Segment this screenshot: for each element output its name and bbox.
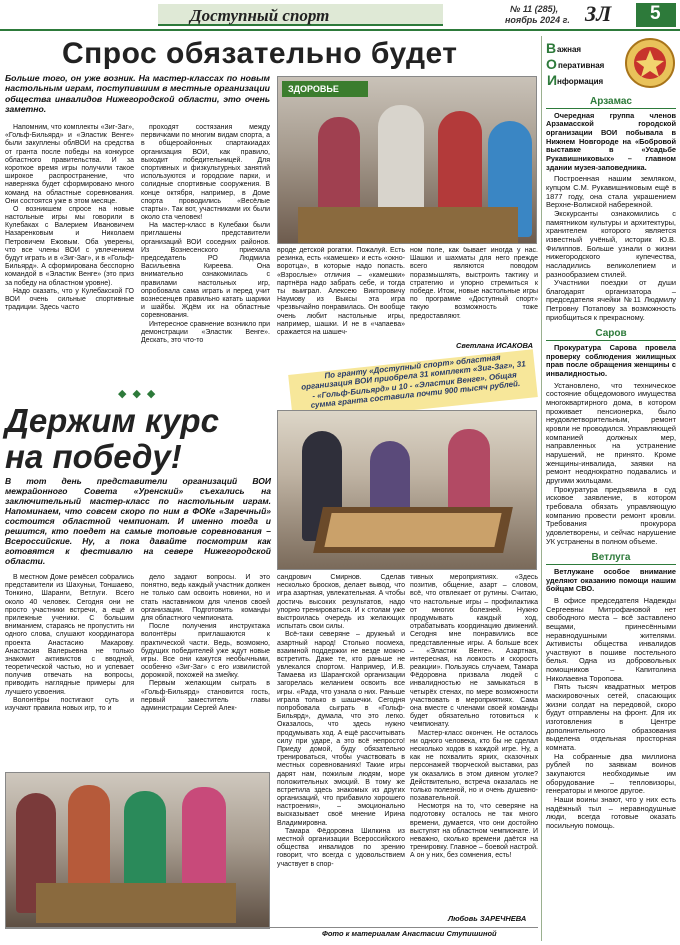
header-logo: ЗЛ — [585, 1, 612, 26]
text-paragraph: О возникшем спросе на новые настольные игры мы говорили в Кулебаках с Валерием Ивановичем Назаренковым и Николаем Петровичем Ежовым. Оба уверены, что все члены ВОИ с увлечением будут играть и в «Зиг-Заг», и в «Гольф-Бильярд». А сформирована бесспорно командой в «Эластик Венге» (это приз за победу на областном уровне). — [5, 205, 134, 287]
text-paragraph: Мастер-класс окончен. Не осталось ни одного человека, кто бы не сделал несколько ходов в каждой игре. Ну, а как не похвалить ярких, сказочных персонажей творческой выставки, раз уж оказались в этом дивном уголке? Действительно, встреча оказалась не только полезной, но и очень душевно-позавательной. — [410, 729, 538, 803]
sidebar-city-title: Саров — [546, 328, 676, 341]
article2-signature: Любовь ЗАРЕЧНЕВА — [448, 914, 527, 923]
photo-credit: Фото к материалам Анастасии Ступишиной — [322, 929, 497, 938]
grant-note: По гранту «Доступный спорт» областная организация ВОИ приобрела 31 комплект «Зиг-Заг», 31 - «Гольф-Бильярд» и 10 - «Эластик Венге». Общая сумма гранта составила почти 900 тысяч рублей. — [300, 352, 527, 411]
voi-letter: О — [546, 56, 557, 72]
sidebar-item-arzamas — [546, 96, 676, 322]
voi-letter: В — [546, 40, 557, 56]
voi-word: нформация — [557, 77, 604, 86]
text-paragraph: Интересное сравнение возникло при демонстрации «Эластик Венге». Дескать, это что-то — [141, 320, 270, 344]
sidebar-news — [546, 96, 676, 941]
text-paragraph: тивных мероприятиях. «Здесь позитив, общение, азарт – словом, всё, что отвлекает от рутины. Считаю, что настольные игры – профилактика от многих болезней. Нужно продумывать каждый ход, отрабатывать координацию движений. Сегодня мне понравились все представленные игры. А больше всех – «Эластик Венге». Азартная, интересная, на ловкость и скорость реакции». Пользуясь случаем, Тамара Фёдоровна призвала людей с инвалидностью не замыкаться в четырёх стенах, по мере возможности участвовать в мероприятиях. Сама она вместе с членами своей команды будет обязательно готовиться к чемпионату. — [410, 574, 538, 729]
sidebar-city-title: Арзамас — [546, 96, 676, 109]
article1-column-4 — [410, 247, 538, 337]
text-paragraph: В местном Доме ремёсел собрались представители из Шахуньи, Тоншаево, Тонкино, Шаранги, Ветлуги. Всего около 40 человек. Сегодня они не просто участники встречи, а ещё и прилежные ученики. С большим вниманием, стараясь не пропустить ни одного слова, слушают координатора проекта Анастасию Макарову. Анастасия Валерьевна не только знакомит активистов с вводной, теоретической частью, но и успевает получив отвечать на вопросы, приводить наглядные примеры для лучшего усвоения. — [5, 574, 134, 696]
article1-column-3 — [277, 247, 405, 357]
text-paragraph: Построенная нашим земляком, купцом С.М. Рукавишниковым ещё в 1877 году, она стала украшением Верхне-Волжской набережной. — [546, 174, 676, 210]
voi-word: перативная — [558, 61, 605, 70]
text-paragraph: На собранные два миллиона рублей по заявкам воинов закупаются необходимые им оборудование – тепловизоры, генераторы и многое другое. — [546, 751, 676, 796]
text-paragraph: После получения инструктажа волонтёры приглашаются к практической части. Ведь, возможно, будущих победителей уже ждут новые игры. Все они кажутся необычными, особенно «Зиг-Заг» с его извилистой дорожкой, похожей на змейку. — [141, 623, 270, 680]
header-issue: № 11 (285), — [510, 4, 559, 14]
page-number: 5 — [650, 3, 661, 24]
text-paragraph: Волонтёры постигают суть и изучают правила новых игр, то и — [5, 696, 134, 712]
text-paragraph: сандрович Смирнов. Сделав несколько бросков, делает вывод, что игра азартная, увлекательная. А чтобы достичь высоких результатов, надо упорно тренироваться. И к столам уже выстроилась очередь из желающих испытать свои силы. — [277, 574, 405, 631]
article1-title: Спрос обязательно будет — [62, 37, 458, 70]
wall-banner-text: ЗДОРОВЬЕ — [288, 84, 339, 94]
text-paragraph: Первым желающим сыграть в «Гольф-Бильярд» становится гость, первый заместитель главы администрации Сергей Алек- — [141, 680, 270, 712]
text-paragraph: Всё-таки северяне – дружный и азартный народ! Столько посмеха, взаимной поддержки не везде можно встретить. Даже те, кто раньше не увлекался спортом. Например, И.В. Тамаева из Шарангской организации загорелась желанием освоить все игры. «Рада, что узнала о них. Раньше играла только в шашечки. Сегодня попробовала сыграть в «Гольф-Бильярд», думала, что это легко. Оказалось, что здесь нужно продумывать ход. А ещё рассчитывать силу при ударе, а это всё непросто! Приеду домой, буду обязательно тренироваться, чтобы участвовать в местных соревнованиях! Такие игры дарят нам, пожилым людям, море положительных эмоций. В тому же встретила здесь знакомых из других организаций, что прибавило хорошего настроения», – эмоционально высказывает своё мнение Ирина Владимировна. — [277, 631, 405, 827]
sidebar-lead: Очередная группа членов Арзамасской городской организации ВОИ побывала в Нижнем Новгороде на «Бобровой выставке в «Усадьбе Рукавишниковых» – главном здании музея-заповедника. — [546, 110, 676, 172]
section-separator: ◆◆◆ — [118, 388, 162, 400]
article2-title-line1: Держим курс — [5, 402, 219, 439]
text-paragraph: Надо сказать, что у Кулебакской ГО ВОИ очень сильные спортивные традиции. Здесь частo — [5, 287, 134, 312]
voi-word: ажная — [557, 45, 582, 54]
text-paragraph: Установлено, что техническое состояние общедомового имущества многоквартирного дома, в котором проживает пенсионерка, было неудовлетворительным, ремонт кровли не проводился. Управляющей компанией должных мер, направленных на устранение нарушений, не принято. Кроме женщины-инвалида, заявки на ремонт неоднократно подавались и другими жильцами. — [546, 380, 676, 485]
sidebar-divider — [541, 36, 542, 941]
article2-lead: В тот день представители организаций ВОИ межрайонного Совета «Уренский» съехались на заключительный мастер-класс по настольным играм. Напоминаем, что совсем скоро по ним в ФОКе «Заречный» состоится областной чемпионат. И именно тогда и решится, кто поедет на самые топовые соревнования – Всероссийские. Ну, а пока давайте посмотрим как готовятся к фестивалю на севере Нижегородской области. — [5, 476, 271, 567]
header-rule — [0, 29, 680, 31]
voi-letter: И — [547, 72, 558, 88]
header-date: ноябрь 2024 г. — [505, 15, 570, 25]
text-paragraph: Экскурсанты ознакомились с памятником культуры и архитектуры, хранителем которого является известный учёный, историк Ю.В. Филиппов. Больше узнали о жизни нижегородского купечества, насладились великолепием и разнообразием стилей. — [546, 208, 676, 279]
page-header — [0, 0, 680, 32]
text-paragraph: В офисе председателя Надежды Сергеевны Митрофановой нет свободного места – всё заставлено вещами, принесёнными неравнодушными жителями. Активисты общества инвалидов участвуют в пошиве постельного белья. Одна из добровольных помощников – Капитолина Николаевна Торопова. — [546, 595, 676, 683]
article2-column-4 — [410, 574, 538, 922]
text-paragraph: Участники поездки от души благодарят организатора – председателя ячейки №11 Людмилу Петровну Потапову за возможность приобщиться к прекрасному. — [546, 278, 676, 322]
text-paragraph: Несмотря на то, что северяне на подготовку осталось не так много времени, думается, что они достойно выступят на областном чемпионате. И неважно, сколько времени даётся на тренировку. Главное – боевой настрой. А он у них, без сомнения, есть! — [410, 803, 538, 860]
photo-golf-billiard — [277, 410, 537, 570]
text-paragraph: Наши воины знают, что у них есть надёжный тыл – неравнодушные люди, всегда готовые оказать посильную помощь. — [546, 794, 676, 830]
text-paragraph: вроде детской рогатки. Пожалуй. Есть резинка, есть «камешек» и есть «окно-воротца», в которые надо попасть. «Взрослые» отличия – «камешки» партнёра надо забрать себе, и тогда ты выиграл. Алексею Викторовичу Наумову из Выксы эта игра чрезвычайно понравилась. Он вообще очень любит настольные игры, например, шашки. И не в «чапаева» сражается на шашеч- — [277, 247, 405, 336]
text-paragraph: На мастер-класс в Кулебаки были приглашены представители организаций ВОИ соседних районов. Из Вознесенского приехала председатель РО Людмила Васильевна Киреева. Она внимательно ознакомилась с правилами настольных игр, опробовала сама играть и перед учит вознесенцев правильно катать шарики и шайбы. Ждём их на областные соревнования. — [141, 222, 270, 320]
article1-lead: Больше того, он уже возник. На мастер-классах по новым настольным играм, поступившим в местные организации общества инвалидов Нижегородской области, это очень заметно. — [5, 73, 270, 114]
article1-column-2 — [141, 124, 270, 386]
header-rubric: Доступный спорт — [190, 6, 330, 25]
article2-column-1 — [5, 574, 134, 770]
article1-signature: Светлана ИСАКОВА — [456, 341, 534, 350]
text-paragraph: дело задают вопросы. И это понятно, ведь каждый участник должен не только сам освоить новинки, но и стать наставником для членов своей организации. Подготовить команды для областного чемпионата. — [141, 574, 270, 622]
emblem-icon — [624, 36, 676, 90]
text-paragraph: ном поле, как бывает иногда у нас. Шашки и шахматы для него прежде всего являются поводом поразмышлять, выстроить тактику и стратегию и упорно стремиться к победе. Итож, новые настольные игры по программе «Доступный спорт» такую возможность тоже предоставляют. — [410, 247, 538, 320]
sidebar-city-title: Ветлуга — [546, 552, 676, 565]
sidebar-lead: Прокуратура Сарова провела проверку соблюдения жилищных прав после обращения женщины с инвалидностью. — [546, 343, 676, 379]
text-paragraph: Тамара Фёдоровна Шилкина из местной организации Всероссийского общества инвалидов по зрению говорит, что всегда с удовольствием участвует в спор- — [277, 827, 405, 868]
sidebar-item-vetluga — [546, 552, 676, 830]
sidebar-item-sarov — [546, 328, 676, 546]
photo-zig-zag-game — [5, 772, 270, 929]
text-paragraph: Напомним, что комплекты «Зиг-Заг», «Гольф-Бильярд» и «Эластик Венге» были закуплены облВОИ на средства от гранта после победы на конкурсе областного правительства. И за короткое время игры получили такое широкое распространение, что наверняка будет сформировано много команд на областные соревнования. Они состоятся уже в этом месяце. — [5, 124, 134, 205]
article2-column-2 — [141, 574, 270, 770]
text-paragraph: Прокуратура предъявила в суд исковое заявление, в котором требовала обязать управляющую компанию провести ремонт кровли. Требования прокурора удовлетворены, и сейчас нарушение УК устранены в полном объеме. — [546, 484, 676, 546]
text-paragraph: Пять тысяч квадратных метров маскировочных сетей, спасающих жизни солдат на передовой, скоро будут отправлены на фронт. Для их изготовления в Центре дополнительного образования выделена отдельная просторная комната. — [546, 682, 676, 753]
game-table — [298, 207, 518, 243]
article2-title-line2: на победу! — [5, 438, 182, 475]
article2-column-3 — [277, 574, 405, 932]
game-table — [36, 883, 236, 923]
voi-block — [546, 40, 676, 90]
photo-players-at-table — [277, 76, 537, 244]
footer-rule — [5, 927, 538, 928]
text-paragraph: проходят состязания между первичками по многим видам спорта, а в общероайонных спартакиадах организация ВОИ, как правило, выходит победительницей. Для спортивных и физкультурных занятий используются и городские парки, и солидные спортивные сооружения. В конце октября, например, в Доме спорта проводились «Весёлые старты». Так вот, участниками их были около ста человек! — [141, 124, 270, 222]
article1-column-1 — [5, 124, 134, 386]
game-table-surface — [324, 513, 501, 547]
sidebar-lead: Ветлужане особое внимание уделяют оказанию помощи нашим бойцам СВО. — [546, 566, 676, 594]
